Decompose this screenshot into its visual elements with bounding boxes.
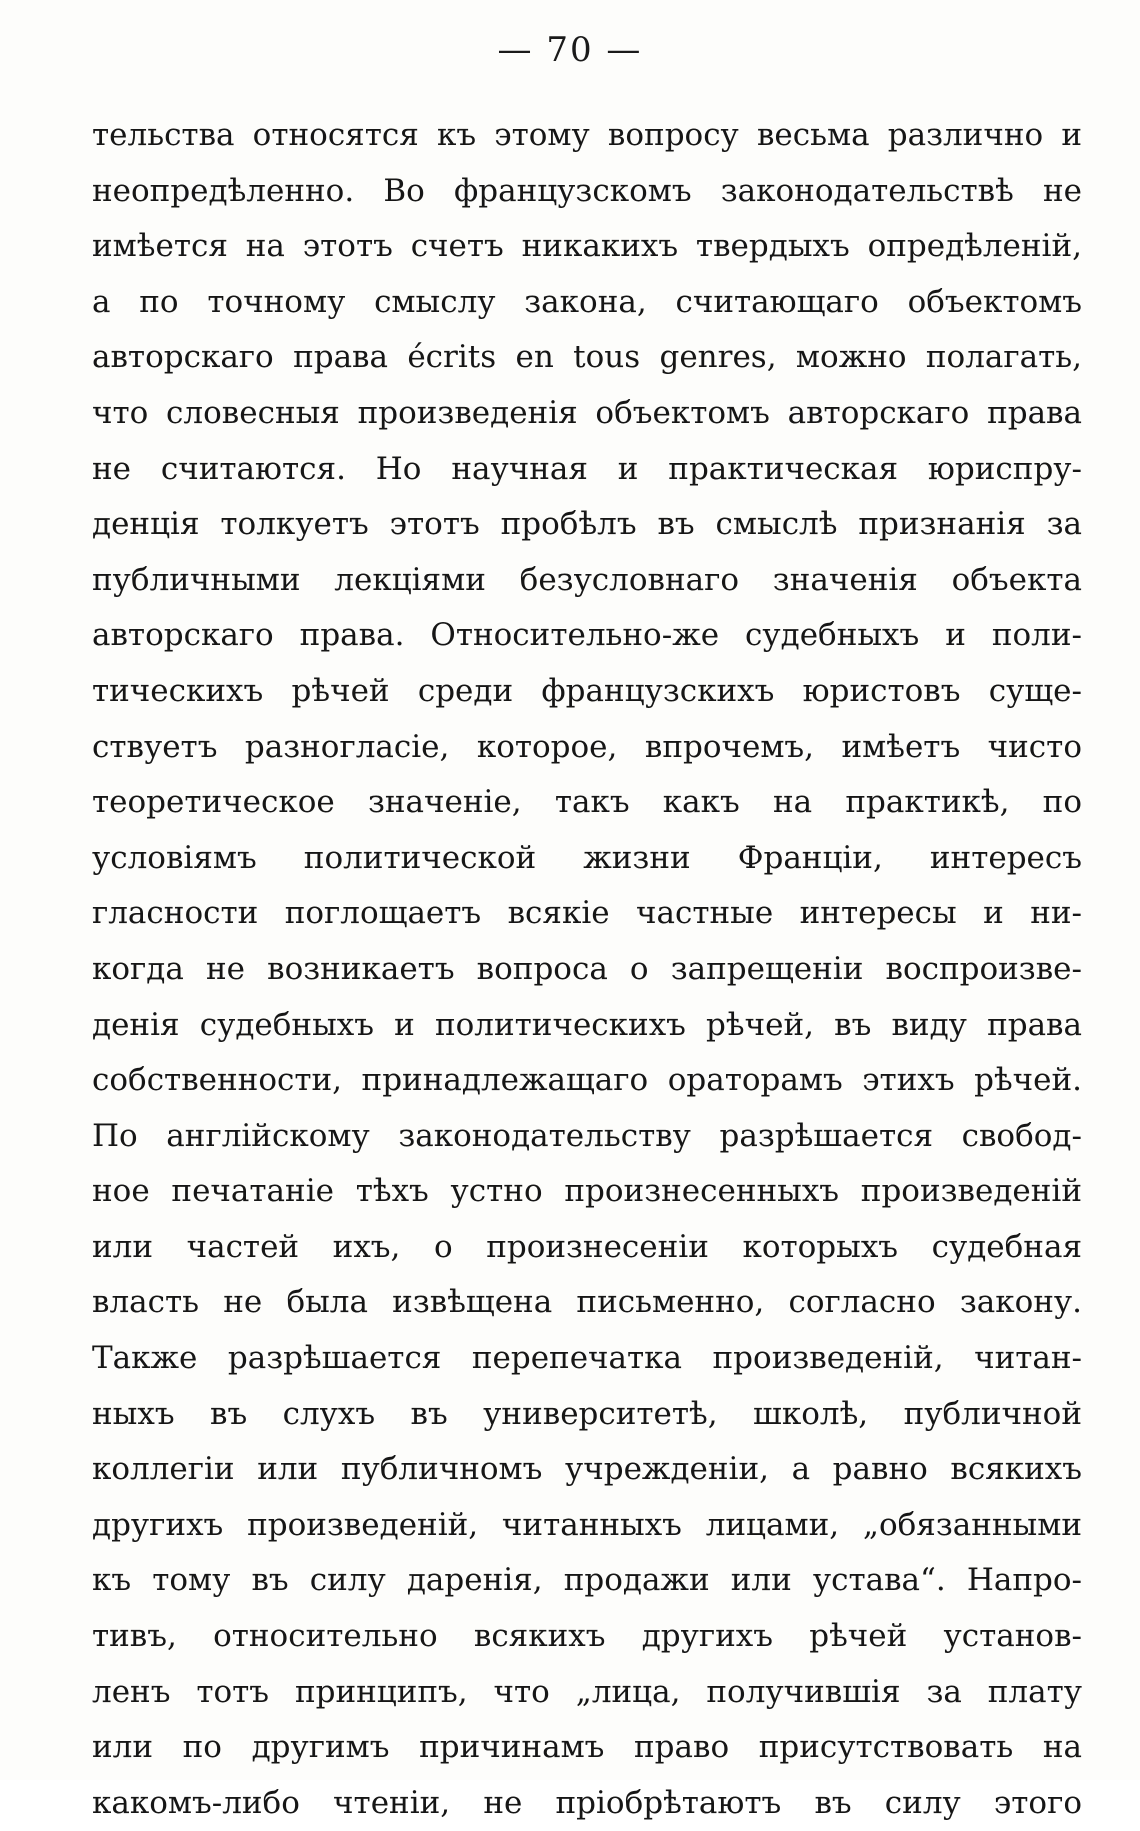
text-line: ствуетъ разногласіе, которое, впрочемъ, имѣетъ чисто bbox=[92, 728, 1082, 765]
text-line: тическихъ рѣчей среди французскихъ юристовъ суще- bbox=[92, 672, 1082, 709]
text-line: ныхъ въ слухъ въ университетѣ, школѣ, публичной bbox=[92, 1395, 1082, 1432]
text-line: условіямъ политической жизни Франціи, интересъ bbox=[92, 839, 1082, 876]
text-line: когда не возникаетъ вопроса о запрещеніи воспроизве- bbox=[92, 950, 1082, 987]
text-line: гласности поглощаетъ всякіе частные интересы и ни- bbox=[92, 895, 1082, 932]
text-line: Также разрѣшается перепечатка произведеній, читан- bbox=[92, 1340, 1082, 1377]
text-line: имѣется на этотъ счетъ никакихъ твердыхъ опредѣленій, bbox=[92, 228, 1082, 265]
text-line: неопредѣленно. Во французскомъ законодательствѣ не bbox=[92, 172, 1082, 209]
text-line: или по другимъ причинамъ право присутствовать на bbox=[92, 1729, 1082, 1766]
text-line: а по точному смыслу закона, считающаго объектомъ bbox=[92, 283, 1082, 320]
text-line: По англійскому законодательству разрѣшается свобод- bbox=[92, 1117, 1082, 1154]
text-line: или частей ихъ, о произнесеніи которыхъ судебная bbox=[92, 1228, 1082, 1265]
text-line: авторскаго права. Относительно-же судебныхъ и поли- bbox=[92, 617, 1082, 654]
body-text bbox=[92, 108, 1082, 1831]
text-line: собственности, принадлежащаго ораторамъ этихъ рѣчей. bbox=[92, 1062, 1082, 1099]
text-line: къ тому въ силу даренія, продажи или устава“. Напро- bbox=[92, 1562, 1082, 1599]
text-line: тивъ, относительно всякихъ другихъ рѣчей установ- bbox=[92, 1618, 1082, 1655]
text-line: власть не была извѣщена письменно, согласно закону. bbox=[92, 1284, 1082, 1321]
page-number: — 70 — bbox=[497, 30, 643, 70]
text-line: публичными лекціями безусловнаго значенія объекта bbox=[92, 561, 1082, 598]
text-line: денія судебныхъ и политическихъ рѣчей, въ виду права bbox=[92, 1006, 1082, 1043]
text-line: теоретическое значеніе, такъ какъ на практикѣ, по bbox=[92, 784, 1082, 821]
text-line: ленъ тотъ принципъ, что „лица, получившія за плату bbox=[92, 1673, 1082, 1710]
text-line: что словесныя произведенія объектомъ авторскаго права bbox=[92, 394, 1082, 431]
text-line: тельства относятся къ этому вопросу весьма различно и bbox=[92, 117, 1082, 153]
text-line: коллегіи или публичномъ учрежденіи, а равно всякихъ bbox=[92, 1451, 1082, 1488]
text-line: ное печатаніе тѣхъ устно произнесенныхъ произведеній bbox=[92, 1173, 1082, 1210]
text-line: какомъ-либо чтеніи, не пріобрѣтаютъ въ силу этого bbox=[92, 1784, 1082, 1821]
text-line: денція толкуетъ этотъ пробѣлъ въ смыслѣ признанія за bbox=[92, 506, 1082, 543]
text-line: авторскаго права écrits en tous genres, можно полагать, bbox=[92, 339, 1082, 376]
text-line: не считаются. Но научная и практическая юриспру- bbox=[92, 450, 1082, 487]
text-line: другихъ произведеній, читанныхъ лицами, „обязанными bbox=[92, 1506, 1082, 1543]
